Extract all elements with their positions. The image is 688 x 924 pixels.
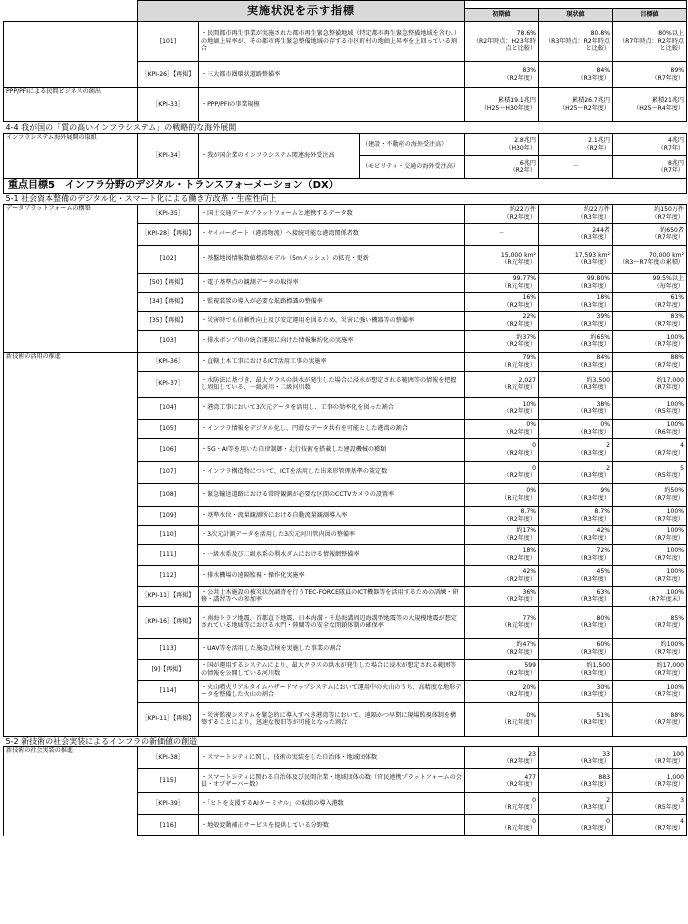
goal5-heading: 重点目標5 インフラ分野のデジタル・トランスフォーメーション（DX） (4, 178, 687, 193)
table-row: [108] ・緊急輸送道路における常時観測が必要な区間のCCTVカメラの設置率 0% （R元年度） 9% （R3年度） 約50% （R7年度） (4, 483, 687, 506)
section-5-1-heading: 5-1 社会資本整備のデジタル化・スマート化による働き方改革・生産性向上 (4, 193, 687, 204)
table-row: [111] ・一級水系及び二級水系の利水ダムにおける情報網整備率 18% （R2年度） 72% （R3年度） 100% （R7年度） (4, 544, 687, 565)
table-row: インフラシステム海外展開の取組 ［KPI-34］ ・我が国企業のインフラシステム関連海外受注高 （建設・不動産の海外受注高） （モビリティ・交通の海外受注高） 2.8兆円 （H30年） 2.1兆円 （R2年） 4兆円 （R7年） (4, 133, 687, 156)
table-row: 新技術の社会実装の推進 ［KPI-38］ ・スマートシティに関し、技術の実装をした自治体・地域団体数 23 （R2年度） 33 （R3年度） 100 （R7年度） (4, 747, 687, 769)
kpi-table (3, 0, 687, 836)
subsection-label: 新技術の社会実装の推進 (4, 747, 138, 769)
table-header (4, 1, 687, 9)
table-row: [113] ・UAV等を活用した施設点検を実施した事業の割合 約47% （R2年度） 60% （R3年度） 約100% （R7年度） (4, 638, 687, 659)
table-row: [103] ・排水ポンプ車の統合運用に向けた情報集約化の実施率 約37% （R2年度） 約65% （R3年度） 100% （R7年度） (4, 330, 687, 352)
table-row: [106] ・5G・AI等を用いた自律制御・走行技術を搭載した建設機械の種類 0 （R2年度） 2 （R3年度） 4 （R7年度） (4, 438, 687, 461)
table-row: 新技術の活用の推進 ［KPI-36］ ・直轄土木工事におけるICT活用工事の実施率 79% （R元年度） 84% （R3年度） 88% （R7年度） (4, 352, 687, 371)
table-row: [116] ・地殻変動補正サービスを提供している分野数 0 （R元年度） 0 （R3年度） 4 （R7年度） (4, 815, 687, 836)
table-row: PPP/PFIによる民間ビジネスの創出 ［KPI-33］ ・PPP/PFIの事業規模 累積19.1兆円 （H25～H30年度） 累積26.7兆円 （H25～R2年度） 累積21兆円 （H25～R4年度） (4, 88, 687, 122)
subsection-label: 新技術の活用の推進 (4, 352, 138, 371)
table-row: [35]【再掲】 ・災害時でも信頼性向上及び安定運用を図るため、災害に強い機器等の整備率 22% （R2年度） 39% （R3年度） 83% （R7年度） (4, 311, 687, 330)
table-row: [109] ・基準水位・流量観測所における自動流量観測導入率 8.7% （R2年度） 8.7% （R3年度） 100% （R7年度） (4, 506, 687, 525)
table-row: ［KPI-37］ ・水防法に基づき、最大クラスの洪水が発生した場合に浸水が想定される範囲等の情報を把握し周知している、一級河川・二級河川数 2,027 （R元年度） 約3,500 （R3年度） 約17,000 （R7年度） (4, 371, 687, 397)
table-row: [104] ・港湾工事において3次元データを活用し、工事の効率化を図った割合 10% （R2年度） 38% （R3年度） 100% （R5年度） (4, 397, 687, 419)
table-row: [101] ・民間都市再生事業が実施された都市再生緊急整備地域（特定都市再生緊急整備地域を含む。）の地価上昇率が、その都市再生緊急整備地域の存する市区町村の地価上昇率を上回っている割合 78.6% （R2年時点：H23年時点と比較） 80.8% （R3年時点：R2年時点と比較） 80%以上 （R7年時点：R2年時点と比較） (4, 22, 687, 62)
table-row: [107] ・インフラ構造物について、ICTを活用した出来形管理基準の策定数 0 （R2年度） 2 （R3年度） 5 （R5年度） (4, 461, 687, 483)
header-title: 実施状況を示す指標 (138, 1, 465, 22)
table-row: [50]【再掲】 ・電子基準点の観測データの取得率 99.77% （R元年度） 99.80% （R3年度） 99.5%以上 （毎年度） (4, 273, 687, 292)
table-row: 6兆円 （R2年） － 8兆円 （R7年） (4, 156, 687, 179)
table-row: ［KPI-39］ ・「ヒトを支援するAIターミナル」の取組の導入港数 0 （R元年度） 2 （R3年度） 3 （R5年度） (4, 793, 687, 815)
table-row: ［KPI-16］【再掲】 ・南海トラフ地震、首都直下地震、日本海溝・千島海溝周辺海溝型地震等の大規模地震が想定されている地域等における水門・陸閘等の安全な閉鎖体制の確保率 77% （R元年度） 80% （R3年度） 85% （R7年度） (4, 606, 687, 638)
header-initial: 初期値 (465, 9, 539, 22)
table-row: [112] ・排水機場の遠隔監視・操作化実施率 42% （R2年度） 45% （R3年度） 100% （R7年度） (4, 565, 687, 586)
table-row: データプラットフォームの構築 ［KPI-35］ ・国土交通データプラットフォームと連携するデータ数 約22万件 （R2年度） 約22万件 （R3年度） 約150万件 （R7年度） (4, 204, 687, 223)
table-row: [34]【再掲】 ・監視装置の導入が必要な航路標識の整備率 16% （R2年度） 18% （R3年度） 61% （R7年度） (4, 292, 687, 311)
table-row: [114] ・火山噴火リアルタイムハザードマップシステムにおいて運用中の火山のうち、高精度な地形データを整備した火山の割合 20% （R2年度） 30% （R3年度） 100% （R7年度） (4, 680, 687, 702)
table-row: ［KPI-26］【再掲】 ・三大都市圏環状道路整備率 83% （R2年度） 84% （R3年度） 89% （R7年度） (4, 62, 687, 88)
table-row: ［KPI-11］【再掲】 ・災害監視システムを緊急的に導入すべき港湾等において、遠隔かつ早期に現場監視体制を構築することにより、迅速な復旧等が可能となった割合 0% （R元年度） 51% （R3年度） 88% （R7年度） (4, 702, 687, 736)
section-4-4-heading: 4-4 我が国の「質の高いインフラシステム」の戦略的な海外展開 (4, 122, 687, 134)
table-row: ［KPI-11］【再掲】 ・公共土木施設の被災状況調査を行うTEC-FORCE隊員のICT機器等を活用するための訓練・研修・講習等への参加率 36% （R2年度） 63% （R3年度） 100% （R7年度末） (4, 586, 687, 606)
section-5-2-heading: 5-2 新技術の社会実装によるインフラの新価値の創造 (4, 736, 687, 747)
subsection-label: インフラシステム海外展開の取組 (4, 133, 138, 178)
section-5-2-rows (4, 747, 687, 836)
table-row: [9]【再掲】 ・国が運用するシステムにより、最大クラスの洪水が発生した場合に浸水が想定される範囲等の情報を公開している河川数 599 （R2年度） 約1,500 （R3年度） 約17,000 （R7年度） (4, 659, 687, 680)
header-target: 目標値 (613, 9, 687, 22)
subsection-label: データプラットフォームの構築 (4, 204, 138, 223)
header-current: 現状値 (539, 9, 613, 22)
goal5-rows (4, 204, 687, 736)
table-row: [110] ・3次元計測データを活用した3次元河川管内図の整備率 約17% （R2年度） 42% （R3年度） 100% （R7年度） (4, 525, 687, 544)
subsection-label: PPP/PFIによる民間ビジネスの創出 (4, 88, 138, 122)
table-row: ［KPI-28］【再掲】 ・サイバーポート（港湾物流）へ接続可能な港湾関係者数 － 244者 （R3年度） 約650者 （R7年度） (4, 223, 687, 245)
table-row: [115] ・スマートシティに関わる自治体及び民間企業・地域団体の数（官民連携プラットフォームの会員・オブザーバー数） 477 （R2年度） 883 （R3年度） 1,000 （R7年度） (4, 769, 687, 793)
table-row: [102] ・基盤地図情報数値標高モデル（5mメッシュ）の拡充・更新 15,000 km² （R元年度） 17,593 km² （R3年度） 70,000 km² （R3～R7年度の累積） (4, 245, 687, 273)
table-row: [105] ・インフラ情報をデジタル化し、円滑なデータ共有を可能とした港湾の割合 0% （R2年度） 0% （R3年度） 100% （R6年度） (4, 419, 687, 438)
